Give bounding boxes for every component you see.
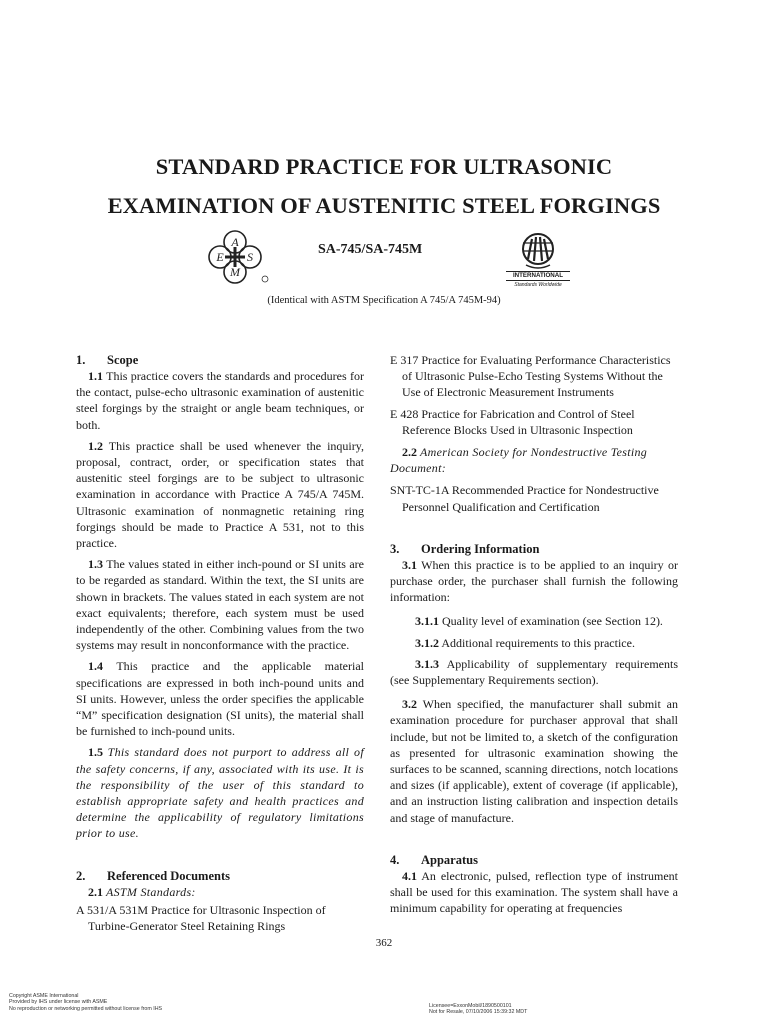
paragraph-text: Applicability of supplementary requirements (see Supplementary Requirements section). xyxy=(390,656,679,688)
paragraph-1-3 xyxy=(76,556,364,653)
footer-line: Provided by IHS under license with ASME xyxy=(9,999,108,1006)
paragraph-number: 2.1 xyxy=(88,884,103,899)
paragraph-text: When specified, the manufacturer shall submit an examination procedure for purchaser approval that shall include, but not be limited to, a sketch of the configuration as presented for ultrasonic examination showing the surfaces to be scanned, scanning directions, notch locations and sizes (if applicable), extent of coverage (if applicable), and an instruction listing calibration and inspection details and stage of manufacture. xyxy=(390,697,678,825)
footer-line: Not for Resale, 07/10/2006 15:39:32 MDT xyxy=(429,1009,528,1016)
paragraph-number: 3.1 xyxy=(402,557,417,572)
document-title-line-1: STANDARD PRACTICE FOR ULTRASONIC xyxy=(155,154,613,179)
paragraph-number: 3.1.1 xyxy=(415,614,439,629)
right-column xyxy=(390,352,678,921)
section-title: Ordering Information xyxy=(421,541,540,556)
section-title: Scope xyxy=(107,353,139,367)
astm-international-label: INTERNATIONAL xyxy=(506,271,570,281)
paragraph-text: This practice covers the standards and procedures for the contact, pulse-echo ultrasonic examination of austenitic steel forgings by the straight or angle beam techniques, or both. xyxy=(76,369,364,432)
standard-designation: SA-745/SA-745M xyxy=(318,242,423,257)
asme-letter-m: M xyxy=(230,265,240,279)
paragraph-number: 1.1 xyxy=(88,369,103,383)
paragraph-1-1 xyxy=(76,368,364,433)
paragraph-text: The values stated in either inch-pound or SI units are to be regarded as standard. Within the text, the SI units are shown in brackets. The values stated in each system are not exact equivalents; therefore, each system must be used independently of the other. Combining values from the two systems may result in nonconformance with the practice. xyxy=(76,557,364,653)
reference-e317: E 317 Practice for Evaluating Performance Characteristics of Ultrasonic Pulse-Echo Testing Systems Without the Use of Electronic Measurement Instruments xyxy=(390,353,671,400)
asme-letter-a: A xyxy=(231,235,239,249)
reference-a531: A 531/A 531M Practice for Ultrasonic Inspection of Turbine-Generator Steel Retaining Rings xyxy=(76,902,326,934)
paragraph-text: Quality level of examination (see Section 12). xyxy=(442,614,663,629)
section-heading-referenced-documents xyxy=(76,868,364,884)
paragraph-3-1-2 xyxy=(390,635,678,651)
section-title: Referenced Documents xyxy=(107,868,230,883)
document-title-line-2: EXAMINATION OF AUSTENITIC STEEL FORGINGS xyxy=(107,193,661,218)
paragraph-3-1-3 xyxy=(390,656,678,688)
paragraph-1-2 xyxy=(76,438,364,551)
footer-license xyxy=(429,1003,527,1016)
paragraph-1-5 xyxy=(76,744,364,841)
paragraph-number: 3.2 xyxy=(402,697,417,712)
footer-copyright xyxy=(9,993,162,1012)
asme-logo xyxy=(193,229,277,287)
reference-e428: E 428 Practice for Fabrication and Control of Steel Reference Blocks Used in Ultrasonic Inspection xyxy=(390,406,635,437)
paragraph-3-1 xyxy=(390,557,678,606)
paragraph-text: ASTM Standards: xyxy=(106,884,196,899)
paragraph-3-1-1 xyxy=(390,613,678,629)
paragraph-2-2 xyxy=(390,444,678,476)
footer-line: Copyright ASME International xyxy=(9,993,79,999)
paragraph-3-2 xyxy=(390,696,678,826)
section-number: 2. xyxy=(76,868,86,883)
section-heading-apparatus xyxy=(390,852,678,868)
paragraph-number: 1.2 xyxy=(88,438,103,453)
paragraph-text: When this practice is to be applied to an inquiry or purchase order, the purchaser shall furnish the following information: xyxy=(390,557,678,605)
section-heading-ordering-information xyxy=(390,541,678,557)
paragraph-number: 4.1 xyxy=(402,868,417,883)
left-column xyxy=(76,352,364,939)
section-number: 4. xyxy=(390,852,400,867)
astm-tagline: Standards Worldwide xyxy=(514,282,562,288)
paragraph-number: 1.3 xyxy=(88,557,103,572)
paragraph-text: Additional requirements to this practice. xyxy=(441,635,635,650)
section-heading-scope xyxy=(76,352,364,368)
paragraph-number: 1.5 xyxy=(88,745,103,760)
reference-snt-tc-1a: SNT-TC-1A Recommended Practice for Nondestructive Personnel Qualification and Certification xyxy=(390,483,659,514)
paragraph-text: This practice and the applicable material specifications are expressed in both inch-pound units and SI units. However, unless the order specifies the applicable “M” specification designation (SI units), the material shall be furnished to inch-pound units. xyxy=(76,659,364,739)
asme-letter-e: E xyxy=(216,250,224,264)
paragraph-text: An electronic, pulsed, reflection type of instrument shall be used for this examination. The system shall have a minimum capability for operating at frequencies xyxy=(390,868,678,916)
paragraph-1-4 xyxy=(76,658,364,739)
paragraph-text: This practice shall be used whenever the inquiry, proposal, contract, order, or specification states that austenitic steel forgings are to be subject to ultrasonic examination in accordance with Practice A 745/A 745M. Ultrasonic examination of nonmagnetic retaining ring forgings should be made to Practice A 531, not to this practice. xyxy=(76,438,364,551)
footer-line: No reproduction or networking permitted without license from IHS xyxy=(9,1005,163,1012)
section-number: 1. xyxy=(76,353,86,367)
paragraph-2-1 xyxy=(76,884,364,900)
paragraph-number: 3.1.2 xyxy=(415,635,439,650)
section-title: Apparatus xyxy=(421,852,478,867)
paragraph-number: 2.2 xyxy=(402,445,417,460)
asme-letter-s: S xyxy=(247,250,253,264)
paragraph-number: 3.1.3 xyxy=(415,656,439,671)
paragraph-4-1 xyxy=(390,868,678,917)
paragraph-text: American Society for Nondestructive Testing Document: xyxy=(390,445,648,476)
section-number: 3. xyxy=(390,541,400,556)
paragraph-number: 1.4 xyxy=(88,659,103,674)
footer-line: Licensee=ExxonMobil/1890500101 xyxy=(429,1003,512,1009)
identical-note: (Identical with ASTM Specification A 745/A 745M-94) xyxy=(267,295,501,306)
safety-statement: This standard does not purport to address all of the safety concerns, if any, associated with its use. It is the responsibility of the user of this standard to establish appropriate safety and health practices and determine the applicability of regulatory limitations prior to use. xyxy=(76,745,364,841)
page-number: 362 xyxy=(375,937,393,949)
